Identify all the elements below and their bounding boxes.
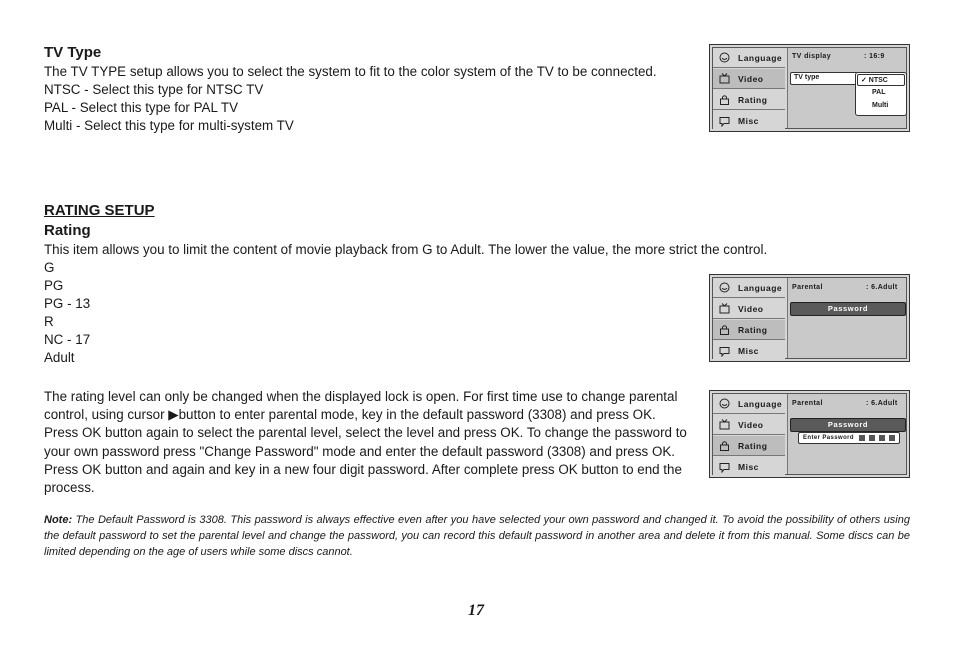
instruction-line: Press OK button again to select the parental level, select the level and press OK. To change the password to — [44, 425, 687, 441]
tv-icon — [718, 73, 730, 85]
menu-item-language: Language — [713, 278, 785, 298]
rating-menu-screenshot — [709, 274, 910, 362]
page-number: 17 — [468, 602, 484, 619]
password-digit-slot — [879, 435, 885, 441]
rating-levels — [44, 259, 90, 367]
parental-value: : 6.Adult — [866, 400, 898, 407]
tv-type-line: PAL - Select this type for PAL TV — [44, 100, 238, 115]
password-digit-slot — [869, 435, 875, 441]
instruction-line: your own password press "Change Password" mode and enter the default password (3308) and press OK. — [44, 443, 676, 459]
rating-level: NC - 17 — [44, 332, 91, 347]
password-bar: Password — [790, 302, 906, 316]
rating-intro: This item allows you to limit the content of movie playback from G to Adult. The lower the value, the more strict the control. — [44, 242, 768, 257]
instruction-line: The rating level can only be changed when the displayed lock is open. For first time use to change parental — [44, 389, 678, 404]
tv-type-menu-screenshot — [709, 44, 910, 132]
rating-level: R — [44, 314, 54, 329]
menu-item-video: Video — [713, 415, 785, 435]
menu-item-rating: Rating — [713, 90, 785, 110]
tv-type-line: The TV TYPE setup allows you to select the system to fit to the color system of the TV to be connected. — [44, 64, 657, 79]
speech-bubble-icon — [718, 115, 730, 127]
password-menu-screenshot — [709, 390, 910, 478]
password-digit-slot — [889, 435, 895, 441]
note-label: Note: — [44, 514, 73, 526]
menu-item-misc: Misc — [713, 341, 785, 361]
menu-item-language: Language — [713, 394, 785, 414]
tv-type-row: TV type — [790, 72, 858, 85]
parental-label: Parental — [792, 284, 823, 291]
rating-instructions — [44, 388, 698, 497]
option-multi: Multi — [872, 102, 889, 109]
instruction-line: Press OK button and again and key in a new four digit password. After complete press OK button to end the — [44, 461, 682, 477]
option-ntsc: ✓ NTSC — [857, 74, 905, 86]
menu-item-video: Video — [713, 299, 785, 319]
tv-type-line: Multi - Select this type for multi-system TV — [44, 118, 294, 133]
note-block — [44, 512, 910, 560]
rating-level: Adult — [44, 350, 75, 365]
enter-password-box: Enter Password — [798, 432, 900, 444]
smiley-icon — [718, 398, 730, 410]
lock-icon — [718, 94, 730, 106]
menu-item-misc: Misc — [713, 457, 785, 477]
instruction-line: process. — [44, 480, 95, 496]
tv-icon — [718, 419, 730, 431]
menu-item-rating: Rating — [713, 320, 785, 340]
option-pal: PAL — [872, 89, 886, 96]
menu-item-language: Language — [713, 48, 785, 68]
rating-setup-heading: RATING SETUP — [44, 202, 155, 219]
rating-level: G — [44, 260, 55, 275]
instruction-line: control, using cursor ▶button to enter parental mode, key in the default password (3308) and press OK. — [44, 407, 656, 423]
rating-level: PG — [44, 278, 64, 293]
password-bar: Password — [790, 418, 906, 432]
lock-icon — [718, 324, 730, 336]
rating-subheading: Rating — [44, 222, 91, 239]
parental-label: Parental — [792, 400, 823, 407]
smiley-icon — [718, 52, 730, 64]
speech-bubble-icon — [718, 345, 730, 357]
note-text: The Default Password is 3308. This password is always effective even after you have selected your own password and changed it. To avoid the possibility of others using the default password to set the parental level and change the password, you can record this default password in another area and delete it from this manual. Some discs can be limited depending on the age of users while some discs cannot. — [44, 514, 910, 558]
tv-icon — [718, 303, 730, 315]
rating-level: PG - 13 — [44, 296, 91, 311]
menu-item-misc: Misc — [713, 111, 785, 131]
tv-type-text — [44, 63, 657, 135]
smiley-icon — [718, 282, 730, 294]
tv-type-heading: TV Type — [44, 44, 102, 61]
tv-display-value: : 16:9 — [864, 53, 885, 60]
menu-item-video: Video — [713, 69, 785, 89]
tv-type-line: NTSC - Select this type for NTSC TV — [44, 82, 264, 97]
speech-bubble-icon — [718, 461, 730, 473]
tv-type-dropdown — [855, 72, 907, 116]
tv-display-label: TV display — [792, 53, 832, 60]
menu-item-rating: Rating — [713, 436, 785, 456]
password-digit-slot — [859, 435, 865, 441]
parental-value: : 6.Adult — [866, 284, 898, 291]
lock-icon — [718, 440, 730, 452]
